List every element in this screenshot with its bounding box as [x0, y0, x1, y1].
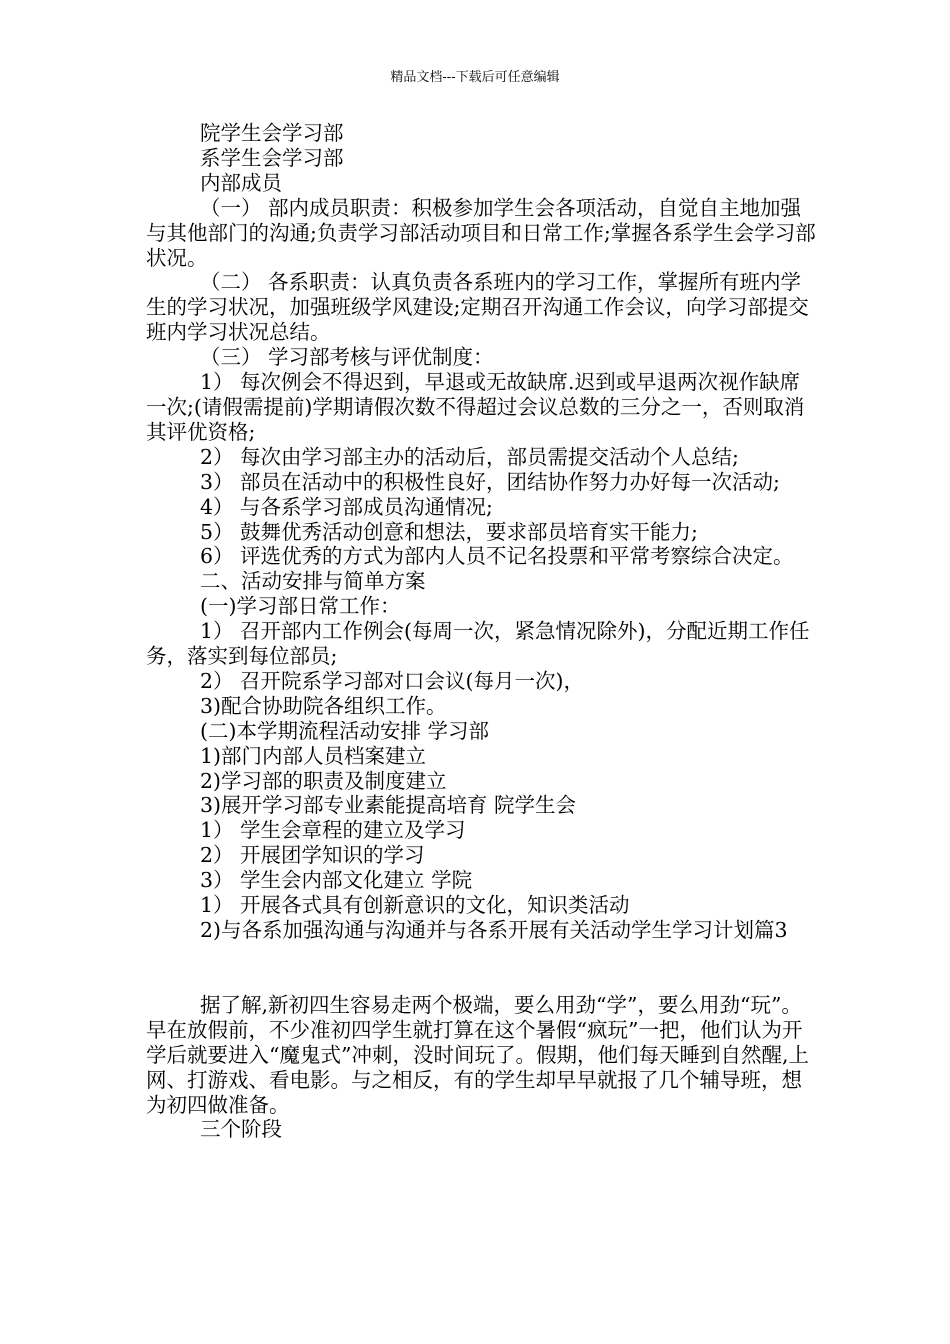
paragraph: 1） 每次例会不得迟到，早退或无故缺席.迟到或早退两次视作缺席一次;(请假需提前)学期请假次数不得超过会议总数的三分之一，否则取消其评优资格; [146, 370, 805, 444]
paragraph: 3)配合协助院各组织工作。 [200, 693, 447, 718]
paragraph: 3） 学生会内部文化建立 学院 [200, 868, 473, 893]
paragraph: 据了解,新初四生容易走两个极端，要么用劲“学”，要么用劲“玩”。早在放假前，不少准初四学生就打算在这个暑假“疯玩”一把，他们认为开学后就要进入“魔鬼式”冲刺，没时间玩了。假期，他们每天睡到自然醒,上网、打游戏、看电影。与之相反，有的学生却早早就报了几个辅导班，想为初四做准备。 [146, 992, 809, 1117]
paragraph: 院学生会学习部 [200, 121, 344, 145]
section-spacer [146, 943, 818, 993]
page-header: 精品文档---下载后可任意编辑 [390, 70, 560, 85]
paragraph: 1） 召开部内工作例会(每周一次，紧急情况除外)，分配近期工作任务，落实到每位部员; [146, 619, 810, 669]
paragraph: 6） 评选优秀的方式为部内人员不记名投票和平常考察综合决定。 [200, 544, 794, 569]
paragraph: 1） 开展各式具有创新意识的文化，知识类活动 [200, 893, 630, 918]
paragraph: （二） 各系职责：认真负责各系班内的学习工作，掌握所有班内学生的学习状况，加强班级学风建设;定期召开沟通工作会议，向学习部提交班内学习状况总结。 [146, 270, 809, 345]
paragraph: 系学生会学习部 [200, 145, 344, 170]
paragraph: 2)学习部的职责及制度建立 [200, 768, 447, 793]
document-body [146, 121, 818, 1142]
paragraph: （一） 部内成员职责：积极参加学生会各项活动，自觉自主地加强与其他部门的沟通;负责学习部活动项目和日常工作;掌握各系学生会学习部状况。 [146, 195, 816, 270]
paragraph: 1)部门内部人员档案建立 [200, 743, 427, 768]
paragraph: 二、活动安排与简单方案 [200, 569, 426, 594]
paragraph: 2） 召开院系学习部对口会议(每月一次)， [200, 668, 585, 693]
paragraph: 2)与各系加强沟通与沟通并与各系开展有关活动学生学习计划篇3 [200, 918, 788, 942]
paragraph: 三个阶段 [200, 1117, 282, 1142]
paragraph: 3） 部员在活动中的积极性良好，团结协作努力办好每一次活动; [200, 469, 780, 494]
paragraph: (一)学习部日常工作： [200, 594, 401, 619]
paragraph: 3)展开学习部专业素能提高培育 院学生会 [200, 793, 577, 818]
paragraph: 4） 与各系学习部成员沟通情况; [200, 494, 493, 519]
paragraph: 2） 每次由学习部主办的活动后，部员需提交活动个人总结; [200, 444, 739, 469]
paragraph: 1） 学生会章程的建立及学习 [200, 818, 466, 843]
paragraph: 2） 开展团学知识的学习 [200, 843, 425, 868]
paragraph: 内部成员 [200, 170, 282, 195]
paragraph: (二)本学期流程活动安排 学习部 [200, 718, 490, 743]
paragraph: （三） 学习部考核与评优制度： [200, 345, 494, 370]
paragraph: 5） 鼓舞优秀活动创意和想法，要求部员培育实干能力; [200, 519, 698, 544]
